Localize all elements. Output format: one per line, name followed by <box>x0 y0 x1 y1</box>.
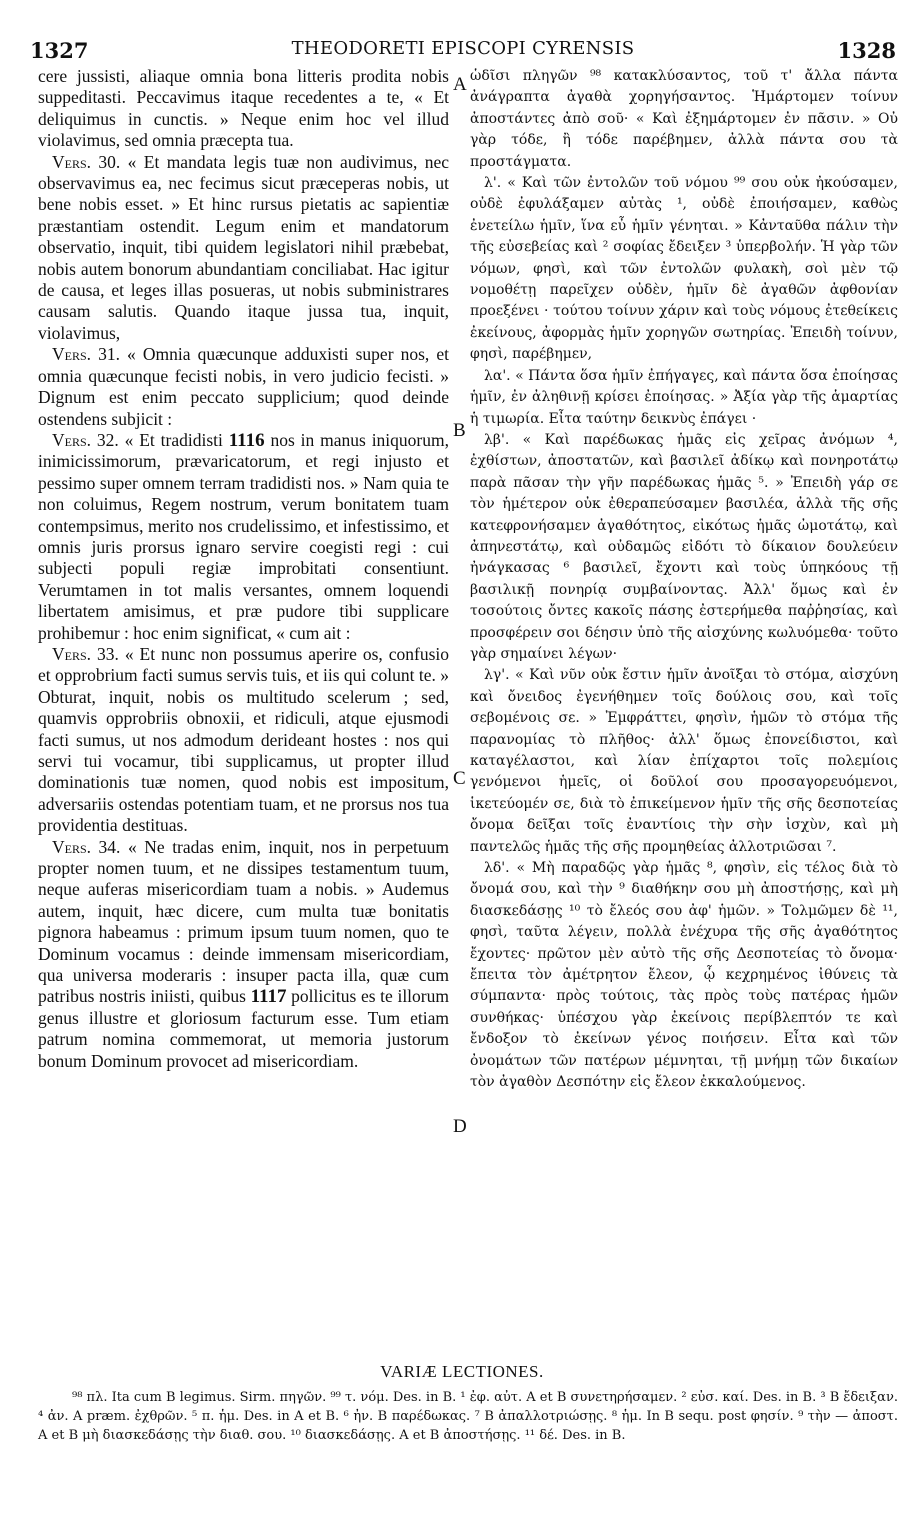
greek-paragraph: λβ'. « Καὶ παρέδωκας ἡμᾶς εἰς χεῖρας ἀνόμων ⁴, ἐχθίστων, ἀποστατῶν, καὶ βασιλεῖ ἀδίκῳ καὶ πονηροτάτῳ παρὰ πᾶσαν τὴν γῆν παρέδωκας ἡμᾶς ⁵. » Ἐπειδὴ γάρ σε τὸν ἡμέτερον οὐκ ἐθεραπεύσαμεν βασιλέα, ἀλλὰ τῆς σῆς κατεφρονήσαμεν ἀγαθότητος, εἰκότως ἡμᾶς ὠμοτάτῳ, καὶ ἀπηνεστάτῳ, καὶ οὐδαμῶς εἰδότι τὸ δίκαιον δουλεύειν ἠνάγκασας ⁶ βασιλεῖ, ἔχοντι καὶ τοὺς ὑπηκόους τῇ βασιλικῇ πονηρίᾳ συμβαίνοντας. Ἀλλ' ὅμως καὶ ἐν τοσούτοις ὄντες κακοῖς πάσης ἐστερήμεθα παῤῥησίας, καὶ προσφέρειν σοι δέησιν ὑπὸ τῆς αἰσχύνης κωλυόμεθα· τοῦτο γὰρ σημαίνει λέγων· <box>470 431 898 662</box>
latin-paragraph: cere jussisti, aliaque omnia bona litteris prodita nobis suppeditasti. Peccavimus itaque recedentes a te, « Et deliquimus in cunctis. » Neque enim hoc vel illud violavimus, sed omnia præcepta tua. <box>38 66 449 151</box>
greek-paragraph: λ'. « Καὶ τῶν ἐντολῶν τοῦ νόμου ⁹⁹ σου οὐκ ἠκούσαμεν, οὐδὲ ἐφυλάξαμεν αὐτὰς ¹, οὐδὲ ἐποιήσαμεν, καθὼς ἐνετείλω ἡμῖν, ἵνα εὖ ἡμῖν γένηται. » Κἀνταῦθα πάλιν τὴν τῆς εὐσεβείας καὶ ² σοφίας ἔδειξεν ³ ὑπερβολήν. Ἡ γὰρ τῶν νόμων, φησὶ, καὶ τῶν ἐντολῶν φυλακὴ, σοὶ μὲν τῷ νομοθέτῃ παρεῖχεν οὐδὲν, ἡμῖν δὲ ἀγαθῶν ἀφθονίαν προεξένει · τούτου τοίνυν χάριν καὶ τοὺς νόμους ἐτεθείκεις ἐκείνους, ἀφορμὰς ἡμῖν χορηγῶν σωτηρίας. Ἐπειδὴ τοίνυν, φησὶ, παρέβημεν, <box>470 175 898 363</box>
latin-text: « Et nunc non possumus aperire os, confusio et opprobrium facti sumus servis tuis, et iis qui colunt te. » Obturat, inquit, nobis os multitudo scelerum ; sed, quamvis opprobriis obnoxii, et ridiculi, atque ejusmodi facti sumus, ut nos admodum derideant hostes : nos qui servi tui vocamur, tibi supplicamus, ut propter illud dominationis tuæ nomen, quod nobis est impositum, adversariis ostendas potentiam tuam, et ne prorsus nos tua providentia destituas. <box>38 643 449 836</box>
page-header <box>30 38 896 64</box>
greek-paragraph: λγ'. « Καὶ νῦν οὐκ ἔστιν ἡμῖν ἀνοῖξαι τὸ στόμα, αἰσχύνη καὶ ὄνειδος ἐγενήθημεν τοῖς δούλοις σου, καὶ τοῖς σεβομένοις σε. » Ἐμφράττει, φησὶν, ἡμῶν τὸ στόμα τῆς παρανομίας τὸ πλῆθος· ἀλλ' ὅμως ἐπονείδιστοι, καὶ καταγέλαστοι, καὶ λίαν ἐπίχαρτοι τοῖς πολεμίοις γενόμενοι ἡμεῖς, οἱ δοῦλοί σου προσαγορευόμενοι, ἱκετεύομέν σε, διὰ τὸ ἐπικείμενον ἡμῖν τῆς σῆς δεσποτείας ὄνομα δεῖξαι τοῖς ἐναντίοις τὴν σὴν ἰσχὺν, καὶ μὴ παντελῶς ἡμᾶς τῆς σῆς προμηθείας ἀλλοτριῶσαι ⁷. <box>470 667 898 855</box>
margin-letter-b: B <box>453 420 466 441</box>
column-number: 1116 <box>228 429 265 451</box>
latin-text: « Ne tradas enim, inquit, nos in perpetuum propter nomen tuum, et ne dissipes testamentum tuum, neque auferas misericordiam tuam a nobis. » Audemus autem, inquit, hæc dicere, cum multa tuæ bonitatis pignora habeamus : primum ipsum tuum nomen, quo te Dominum vocamus : deinde immensam misericordiam, qua universa moderaris : insuper pacta illa, quæ cum patribus nostris iniisti, quibus <box>38 836 449 1007</box>
greek-paragraph: ὡδῖσι πληγῶν ⁹⁸ κατακλύσαντος, τοῦ τ' ἄλλα πάντα ἀνάγραπτα ἀγαθὰ χορηγήσαντος. Ἡμάρτομεν τοίνυν ἀποστάντες ἀπὸ σοῦ· « Καὶ ἐξημάρτομεν ἐν πᾶσιν. » Οὐ γὰρ τόδε, ἢ τόδε παρέβημεν, ἀλλὰ πάντα σου τὰ προστάγματα. <box>470 68 898 170</box>
page-number-right: 1328 <box>837 38 896 63</box>
greek-paragraph: λδ'. « Μὴ παραδῷς γὰρ ἡμᾶς ⁸, φησὶν, εἰς τέλος διὰ τὸ ὄνομά σου, καὶ τὴν ⁹ διαθήκην σου μὴ ἀποστήσῃς, καὶ μὴ διασκεδάσῃς ¹⁰ τὸ ἔλεός σου ἀφ' ἡμῶν. » Τολμῶμεν δὲ ¹¹, φησὶ, ταῦτα λέγειν, πολλὰ ἐνέχυρα τῆς σῆς ἀγαθότητος ἔχοντες· πρῶτον μὲν αὐτὸ τῆς σῆς Δεσποτείας τὸ ὄνομα· ἔπειτα τὸν ἀμέτρητον ἔλεον, ᾧ κεχρημένος ἰθύνεις τὰ σύμπαντα· πρὸς τούτοις, τὰς πρὸς τοὺς πατέρας ἡμῶν συνθήκας· ὑπέσχου γὰρ ἐκείνοις περίβλεπτόν τε καὶ ἔνδοξον τὸ ἐκείνων γένος ποιήσειν. Εἶτα καὶ τῶν ὀνομάτων τῶν πατέρων μέμνηται, τῇ μνήμῃ τῶν δικαίων τὸν ἀγαθὸν Δεσπότην εἰς ἔλεον ἐκκαλούμενος. <box>470 860 898 1091</box>
verse-label: Vers. 30. <box>52 151 121 172</box>
margin-letter-c: C <box>453 768 466 789</box>
latin-paragraph <box>38 837 449 1072</box>
latin-text: nos in manus iniquorum, inimicissimorum, prævaricatorum, et regi injusto et pessimo super omnem terram tradidisti nos. » Nam quia te non coluimus, Regem nostrum, verum bonitatem tuam contempsimus, merito nos crudelissimo, et infestissimo, et omnis juris prorsus ignaro servire coegisti regi : cui subjecti populi regiæ improbitati consentiunt. Verumtamen in tot malis versantes, omnem loquendi libertatem amisimus, et præ pudore tibi supplicare prohibemur : hoc enim significat, « cum ait : <box>38 429 449 643</box>
greek-column <box>470 66 898 1094</box>
running-title: THEODORETI EPISCOPI CYRENSIS <box>291 38 635 59</box>
variae-lectiones-notes: ⁹⁸ πλ. Ita cum B legimus. Sirm. πηγῶν. ⁹⁹ τ. νόμ. Des. in B. ¹ ἐφ. αὐτ. A et B συνετηρήσαμεν. ² εὐσ. καί. Des. in B. ³ B ἔδειξαν. ⁴ ἀν. A præm. ἐχθρῶν. ⁵ π. ἡμ. Des. in A et B. ⁶ ἠν. B παρέδωκας. ⁷ B ἀπαλλοτριώσῃς. ⁸ ἡμ. In B sequ. post φησίν. ⁹ τὴν — ἀποστ. A et B μὴ διασκεδάσῃς τὴν διαθ. σου. ¹⁰ διασκεδάσῃς. A et B ἀποστήσῃς. ¹¹ δέ. Des. in B. <box>38 1390 898 1443</box>
latin-paragraph <box>38 152 449 345</box>
margin-letter-d: D <box>453 1116 467 1137</box>
page-number-left: 1327 <box>30 38 89 63</box>
verse-label: Vers. 34. <box>52 836 121 857</box>
latin-paragraph <box>38 430 449 644</box>
margin-letter-a: A <box>453 74 467 95</box>
latin-paragraph <box>38 344 449 430</box>
greek-paragraph: λα'. « Πάντα ὅσα ἡμῖν ἐπήγαγες, καὶ πάντα ὅσα ἐποίησας ἡμῖν, ἐν ἀληθινῇ κρίσει ἐποίησας. » Ἀξία γὰρ τῆς ἁμαρτίας ἡ τιμωρία. Εἶτα ταύτην δεικνὺς ἐπάγει · <box>470 367 898 427</box>
latin-text: « Omnia quæcunque adduxisti super nos, et omnia quæcunque fecisti nobis, in vero judicio fecisti. » Dignum est enim peccato supplicium; quod deinde ostendens subjicit : <box>38 344 449 429</box>
latin-text: « Et tradidisti <box>118 429 229 450</box>
verse-label: Vers. 33. <box>52 643 119 664</box>
verse-label: Vers. 31. <box>52 344 120 365</box>
latin-text: « Et mandata legis tuæ non audivimus, nec observavimus ea, nec fecimus sicut præceperas nobis, ut bene nobis esset. » Et hinc rursus pietatis ac sapientiæ præstantiam ostendit. Legum enim et mandatorum observatio, inquit, tibi quidem legislatori nihil præbebat, nobis autem bonorum abundantiam conciliabat. Hac igitur de causa, et leges illas posueras, ut nobis subministrares causam salutis. Quando itaque jussa tua, inquit, violavimus, <box>38 151 449 343</box>
latin-column <box>38 66 449 1072</box>
verse-label: Vers. 32. <box>52 429 119 450</box>
column-number: 1117 <box>250 986 287 1008</box>
latin-text: pollicitus es te illorum genus illustre et gloriosum facturum esse. Tum etiam patrum nomina commemorat, ut memoria justorum bonum Dominum provocet ad misericordiam. <box>38 986 449 1071</box>
latin-paragraph <box>38 644 449 837</box>
variae-lectiones-heading: VARIÆ LECTIONES. <box>380 1362 544 1381</box>
